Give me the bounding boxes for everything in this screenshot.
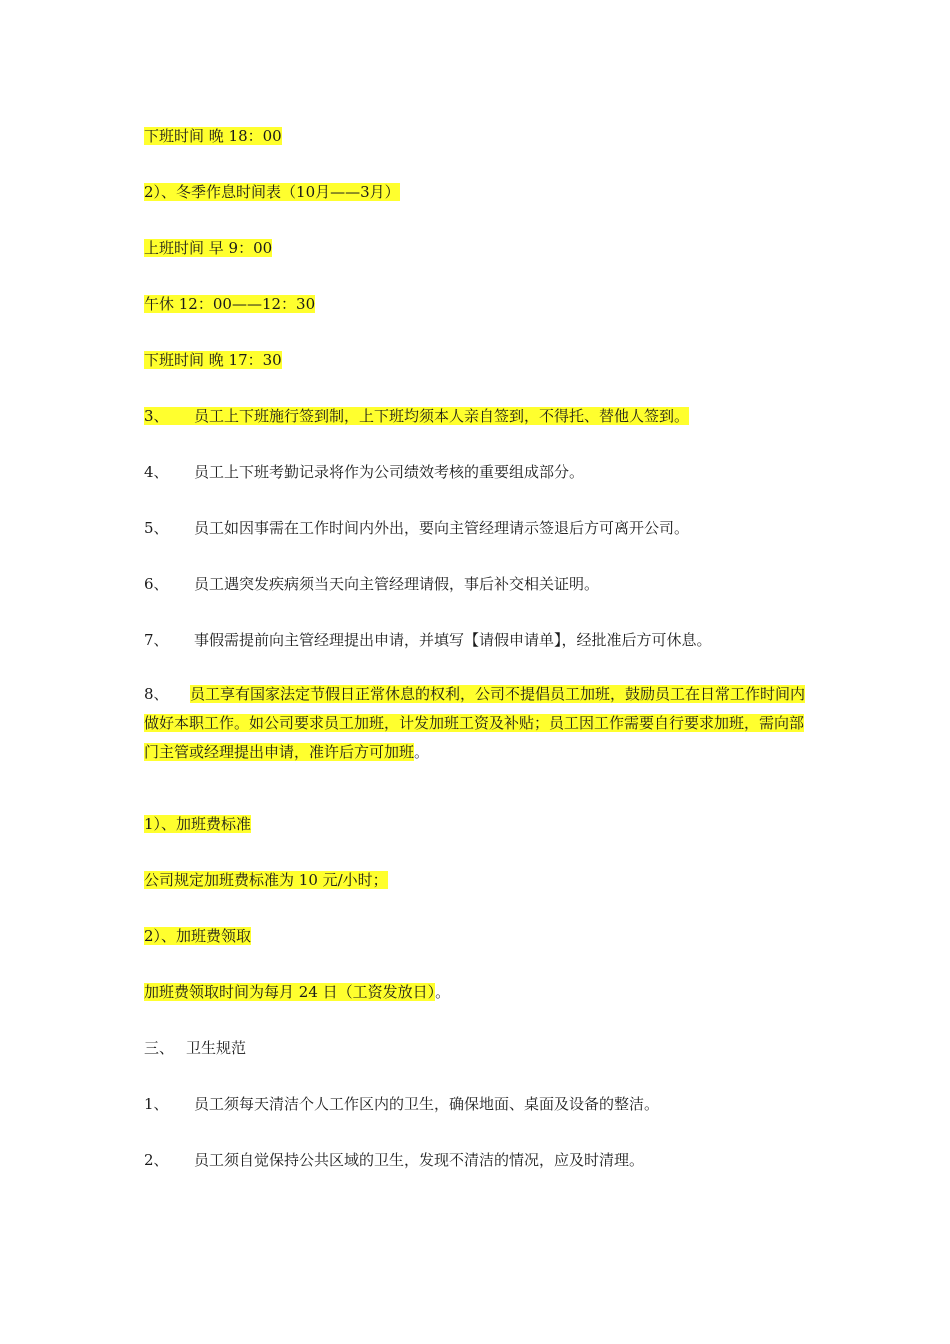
item-text: 员工遇突发疾病须当天向主管经理请假，事后补交相关证明。 [194, 575, 600, 593]
item-number: 3、 [144, 407, 169, 425]
overtime-rate-text: 公司规定加班费标准为 10 元/小时； [144, 871, 388, 889]
item-text: 员工上下班考勤记录将作为公司绩效考核的重要组成部分。 [194, 463, 585, 481]
item-text: 事假需提前向主管经理提出申请，并填写【请假申请单】，经批准后方可休息。 [194, 631, 712, 649]
rule-item-6 [144, 574, 599, 594]
section-number: 三、 [144, 1039, 175, 1057]
overtime-pay-heading: 2）、加班费领取 [144, 927, 252, 945]
winter-schedule-heading: 2）、冬季作息时间表（10月——3月） [144, 183, 400, 201]
item-number: 1、 [144, 1095, 169, 1113]
off-work-time-summer: 下班时间 晚 18：00 [144, 127, 282, 145]
overtime-pay-text: 加班费领取时间为每月 24 日（工资发放日）。 [144, 983, 451, 1001]
item-text: 员工享有国家法定节假日正常休息的权利，公司不提倡员工加班，鼓励员工在日常工作时间内做好本职工作。如公司要求员工加班，计发加班工资及补贴；员工因工作需要自行要求加班，需向部门主管或经理提出申请，准许后方可加班 [144, 685, 806, 761]
work-start-time: 上班时间 早 9：00 [144, 239, 273, 257]
rule-item-5 [144, 518, 689, 538]
item-number: 6、 [144, 575, 169, 593]
lunch-break-time: 午休 12：00——12：30 [144, 295, 316, 313]
item-text: 员工须自觉保持公共区域的卫生，发现不清洁的情况，应及时清理。 [194, 1151, 645, 1169]
item-number: 7、 [144, 631, 169, 649]
rule-item-3 [144, 406, 689, 426]
item-text: 员工须每天清洁个人工作区内的卫生，确保地面、桌面及设备的整洁。 [194, 1095, 660, 1113]
item-number: 2、 [144, 1151, 169, 1169]
item-text: 员工上下班施行签到制，上下班均须本人亲自签到，不得托、替他人签到。 [194, 407, 690, 425]
rule-item-7 [144, 630, 712, 650]
hygiene-item-2 [144, 1150, 644, 1170]
item-number: 8、 [144, 685, 169, 703]
hygiene-item-1 [144, 1094, 659, 1114]
item-number: 5、 [144, 519, 169, 537]
item-text: 员工如因事需在工作时间内外出，要向主管经理请示签退后方可离开公司。 [194, 519, 690, 537]
rule-item-8: 8、 员工享有国家法定节假日正常休息的权利，公司不提倡员工加班，鼓励员工在日常工作时间内做好本职工作。如公司要求员工加班，计发加班工资及补贴；员工因工作需要自行要求加班，需向部门主管或经理提出申请，准许后方可加班。 [144, 680, 814, 767]
section-3-heading [144, 1038, 246, 1058]
section-title: 卫生规范 [186, 1039, 247, 1057]
off-work-time-winter: 下班时间 晚 17：30 [144, 351, 282, 369]
rule-item-4 [144, 462, 584, 482]
overtime-rate-heading: 1）、加班费标准 [144, 815, 252, 833]
item-number: 4、 [144, 463, 169, 481]
